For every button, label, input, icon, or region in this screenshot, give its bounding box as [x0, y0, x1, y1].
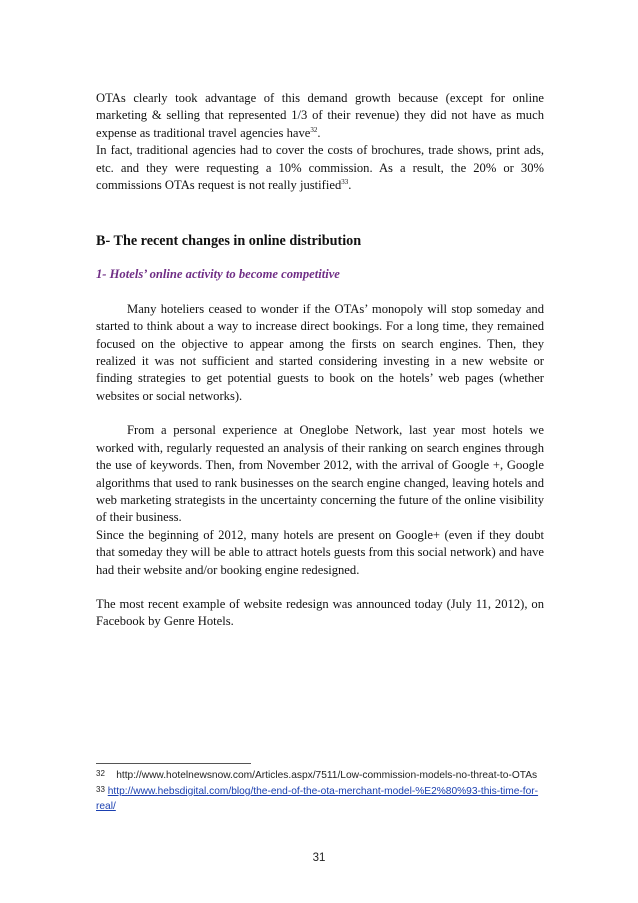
footnote-url: http://www.hotelnewsnow.com/Articles.aspx/7511/Low-commission-models-no-threat-to-OTAs [116, 770, 538, 781]
footnote-number: 33 [96, 784, 105, 794]
paragraph-text: In fact, traditional agencies had to cover the costs of brochures, trade shows, print ads, etc. and they were requesting a 10% commission. As a result, the 20% or 30% commissions OTAs request is not really justified [96, 143, 544, 193]
body-text [96, 90, 544, 631]
paragraph-oneglobe: From a personal experience at Oneglobe Network, last year most hotels we worked with, regularly requested an analysis of their ranking on search engines through the use of keywords. Then, from November 2012, with the arrival of Google +, Google algorithms that used to rank businesses on the search engine changed, leaving hotels and web marketing strategists in the uncertainty concerning the future of the online visibility of their business. [96, 423, 544, 525]
footnote-ref-33[interactable]: 33 [341, 177, 349, 186]
paragraph-traditional-agencies [96, 142, 544, 194]
paragraph-end: . [317, 125, 321, 140]
subsection-heading: 1- Hotels’ online activity to become competitive [96, 267, 340, 282]
section-heading: B- The recent changes in online distribution [96, 233, 362, 250]
footnote-number: 32 [96, 769, 105, 778]
paragraph-end: . [348, 178, 352, 193]
footnote-33 [96, 784, 544, 815]
paragraph-hoteliers: Many hoteliers ceased to wonder if the OTAs’ monopoly will stop someday and started to think about a way to increase direct bookings. For a long time, they remained focused on the objective to appear among the firsts on search engines. Then, they realized it was not sufficient and started considering investing in a new website or finding strategies to get potential guests to book on the hotels’ web pages (whether websites or social networks). [96, 301, 544, 403]
footnote-link[interactable]: http://www.hebsdigital.com/blog/the-end-of-the-ota-merchant-model-%E2%80%93-this-time-for-real/ [96, 785, 539, 813]
page-number: 31 [312, 852, 326, 864]
paragraph-google-plus: Since the beginning of 2012, many hotels are present on Google+ (even if they doubt that someday they will be able to attract hotels guests from this social network) and have had their website and/or booking engine redesigned. [96, 527, 544, 577]
paragraph-otas-demand [96, 90, 544, 142]
footnotes [96, 768, 544, 815]
footnote-32 [96, 768, 544, 784]
footnote-ref-32[interactable]: 32 [310, 125, 318, 134]
paragraph-genre-hotels: The most recent example of website redesign was announced today (July 11, 2012), on Facebook by Genre Hotels. [96, 596, 544, 629]
paragraph-text: OTAs clearly took advantage of this demand growth because (except for online marketing & selling that represented 1/3 of their revenue) they did not have as much expense as traditional travel agencies have [96, 91, 544, 140]
footnote-divider [96, 763, 251, 764]
